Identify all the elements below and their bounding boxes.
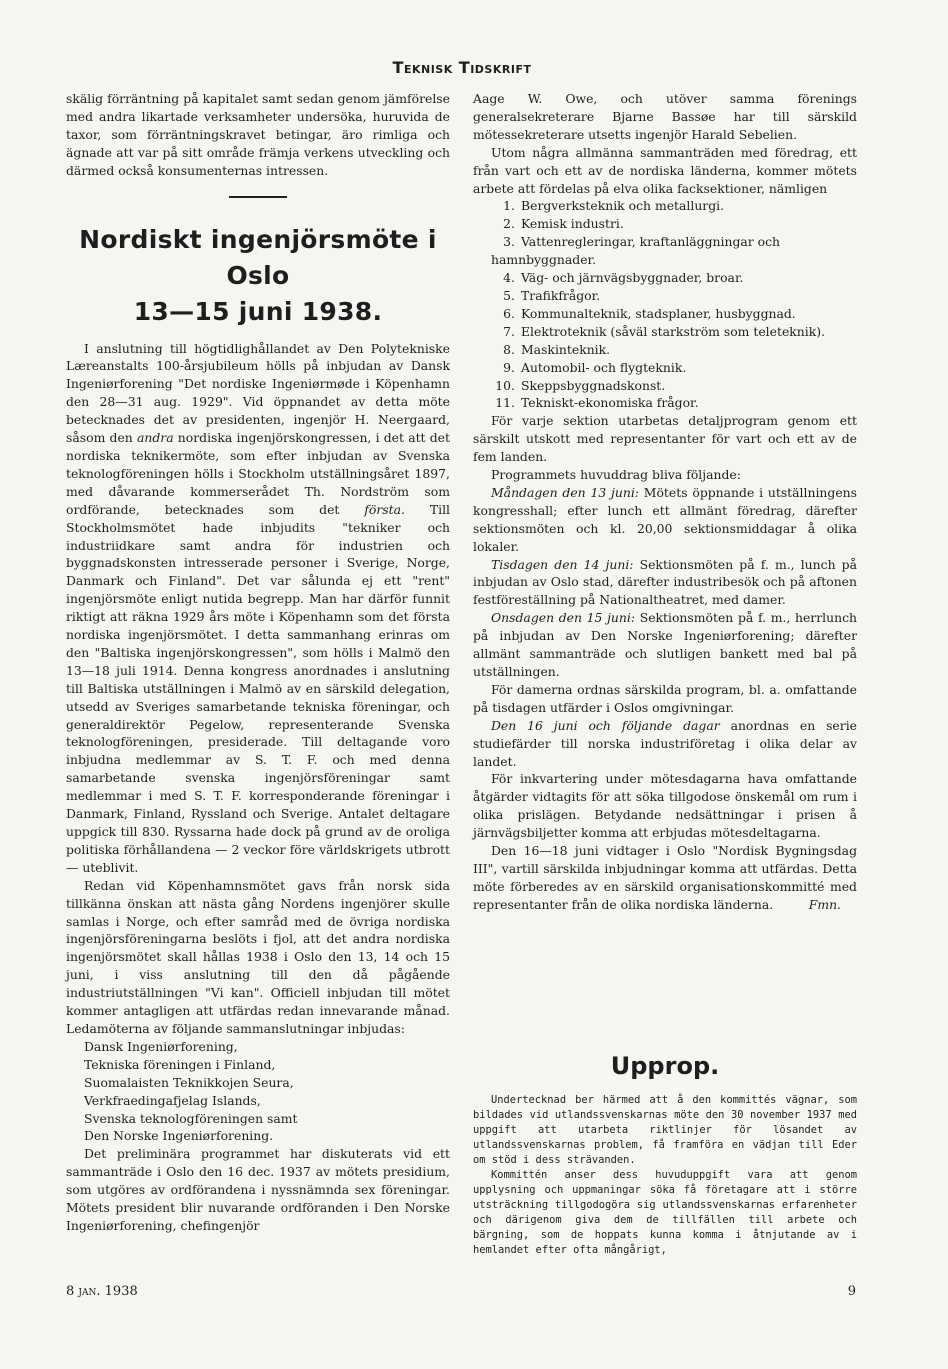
article-paragraph-8: För damerna ordnas särskilda program, bl. a. omfattande på tisdagen utfärder i Oslos omgivningar. — [473, 681, 857, 715]
text-run: anordnas en serie studiefärder till norska industriföretag i olika delar av landet. — [473, 717, 857, 769]
section-number: 10. — [495, 377, 515, 393]
section-title: Tekniskt-ekonomiska frågor. — [521, 395, 699, 411]
emphasis: första. — [364, 501, 405, 517]
section-item — [473, 359, 857, 377]
organisation-item: Den Norske Ingeniørforening. — [84, 1128, 274, 1144]
section-item — [473, 323, 857, 341]
upprop-paragraph-2: Kommittén anser dess huvuduppgift vara att genom upplysning och uppmaningar söka få företagare att i större utsträckning tillgodogöra sig utlandssvenskarnas erfarenheter och därigenom giva dem de tillfällen till arbete och bärgning, som de hoppats kunna komma i åtnjutande av i hemlandet efter ofta mångårigt, — [473, 1169, 857, 1256]
article-paragraph-5: Utom några allmänna sammanträden med föredrag, ett från vart och ett av de nordiska länderna, kommer mötets arbete att fördelas på elva olika facksektioner, nämligen — [473, 144, 857, 196]
section-title: Automobil- och flygteknik. — [521, 359, 687, 375]
footer-date: 8 jan. 1938 — [66, 1284, 138, 1299]
organisation-list — [66, 1038, 450, 1145]
section-title: Trafikfrågor. — [521, 287, 601, 303]
section-item — [473, 197, 857, 215]
section-item — [473, 233, 857, 269]
section-number: 6. — [503, 305, 515, 321]
right-column — [473, 90, 857, 914]
section-number: 2. — [503, 216, 515, 232]
article-paragraph-7: Programmets huvuddrag bliva följande: — [491, 467, 741, 483]
organisation-item: Tekniska föreningen i Finland, — [84, 1056, 276, 1072]
article-paragraph-2: Redan vid Köpenhamnsmötet gavs från norsk sida tillkänna önskan att nästa gång Nordens ingenjörer skulle samlas i Norge, och efter samråd med de övriga nordiska ingenjörsföreningarna beslöts i fjol, att det andra nordiska ingenjörsmötet skall hållas 1938 i Oslo den 13, 14 och 15 juni, i viss anslutning till den då pågående industriutställningen "Vi kan". Officiell inbjudan till mötet kommer antagligen att utfärdas redan innevarande månad. Ledamöterna av följande sammanslutningar inbjudas: — [66, 877, 450, 1036]
section-title: Skeppsbyggnadskonst. — [521, 377, 666, 393]
organisation-item: Dansk Ingeniørforening, — [84, 1038, 238, 1054]
section-title: Bergverksteknik och metallurgi. — [521, 198, 725, 214]
article-paragraph-11 — [473, 842, 857, 914]
section-title: Kemisk industri. — [521, 216, 624, 232]
section-number: 5. — [503, 287, 515, 303]
article-paragraph-6: För varje sektion utarbetas detaljprogram genom ett särskilt utskott med representanter för vart och ett av de fem landen. — [473, 413, 857, 465]
section-number: 7. — [503, 323, 515, 339]
emphasis: andra — [136, 430, 174, 446]
heading-line-2: 13—15 juni 1938. — [133, 296, 383, 326]
text-run: Sektionsmöten på f. m., herrlunch på inbjudan av Den Norske Ingeniørforening; därefter allmänt sammanträde och slutligen bankett med bal på utställningen. — [473, 610, 857, 679]
text-run: Mötets öppnande i utställningens kongresshall; efter lunch ett allmänt föredrag, därefter sektionsmöten och kl. 20,00 sektionsmiddagar å olika lokaler. — [473, 484, 857, 554]
section-number: 9. — [503, 359, 515, 375]
article-paragraph-10: För inkvartering under mötesdagarna hava omfattande åtgärder vidtagits för att söka tillgodose önskemål om rum i olika prislägen. Betydande nedsättningar i prisen å järnvägsbiljetter komma att erbjudas mötesdeltagarna. — [473, 771, 857, 841]
emphasis: Tisdagen den 14 juni: — [491, 556, 634, 572]
upprop-heading: Upprop. — [610, 1052, 720, 1080]
section-title: Vattenregleringar, kraftanläggningar och hamnbyggnader. — [491, 234, 781, 268]
organisation-item: Verkfraedingafjelag Islands, — [84, 1092, 261, 1108]
intro-paragraph: skälig förräntning på kapitalet samt sedan genom jämförelse med andra likartade verksamheter undersöka, huruvida de taxor, som förräntningskravet betingar, äro rimliga och ägnade att var på sitt område främja verkens utveckling och därmed också konsumenternas intressen. — [66, 91, 450, 178]
text-run: Sektionsmöten på f. m., lunch på inbjudan av Oslo stad, därefter industribesök och på aftonen festföreställning på Nationaltheatret, med damer. — [473, 556, 857, 608]
section-item — [473, 287, 857, 305]
section-title: Maskinteknik. — [521, 341, 611, 357]
program-day-3 — [473, 609, 857, 681]
section-item — [473, 341, 857, 359]
section-item — [473, 215, 857, 233]
section-item — [473, 305, 857, 323]
emphasis: Onsdagen den 15 juni: — [491, 610, 636, 626]
section-number: 11. — [495, 395, 515, 411]
section-item — [473, 269, 857, 287]
section-title: Väg- och järnvägsbyggnader, broar. — [521, 270, 744, 286]
text-run: I anslutning till högtidlighållandet av Den Polytekniske Læreanstalts 100-årsjubileum hölls på inbjudan av Dansk Ingeniørforening "Det nordiske Ingeniørmøde i Köpenhamn den 28—31 aug. 1929". Vid öppnandet av detta möte betecknades det av presidenten, ingenjör H. Neergaard, såsom den — [66, 340, 450, 446]
page-number: 9 — [847, 1284, 856, 1299]
emphasis: Den 16 juni och följande dagar — [491, 717, 720, 733]
program-day-2 — [473, 556, 857, 610]
section-number: 4. — [503, 270, 515, 286]
article-paragraph-3: Det preliminära programmet har diskuterats vid ett sammanträde i Oslo den 16 dec. 1937 av mötets presidium, som utgöres av ordförandena i nyssnämnda sex föreningar. Mötets president blir nuvarande ordföranden i Den Norske Ingeniørforening, chefingenjör — [66, 1146, 450, 1233]
section-number: 1. — [503, 198, 515, 214]
section-item — [473, 394, 857, 412]
article-paragraph-4: Aage W. Owe, och utöver samma förenings generalsekreterare Bjarne Bassøe har till särskild mötessekreterare utsetts ingenjör Harald Sebelien. — [473, 91, 857, 142]
text-run: Till Stockholmsmötet hade inbjudits "tekniker och industriidkare samt andra för industrien och byggnadskonsten intresserade personer i Sverige, Norge, Danmark och Finland". Det var sålunda ej ett "rent" ingenjörsmöte enligt nutida begrepp. Man har därför funnit riktigt att räkna 1929 års möte i Köpenhamn som det första nordiska ingenjörsmötet. I detta sammanhang erinras om den "Baltiska ingenjörskongressen", som hölls i Malmö den 13—18 juli 1914. Denna kongress anordnades i anslutning till Baltiska utställningen i Malmö av en särskild delegation, utsedd av Sveriges samarbetande tekniska föreningar, och generaldirektör Pegelow, representerande Svenska teknologföreningen, presiderade. Till deltagande voro inbjudna medlemmar av S. T. F. och med denna samarbetande svenska ingenjörsföreningar samt medlemmar i med S. T. F. korresponderande föreningar i Danmark, Finland, Ryssland och Sverige. Antalet deltagare uppgick till 830. Ryssarna hade dock på grund av de oroliga politiska förhållandena — 2 veckor före världskrigets utbrott — uteblivit. — [66, 501, 450, 875]
section-title: Kommunalteknik, stadsplaner, husbyggnad. — [521, 305, 796, 321]
article-heading — [66, 222, 450, 330]
upprop-paragraph-1: Undertecknad ber härmed att å den kommittés vägnar, som bildades vid utlandssvenskarnas möte den 30 november 1937 med uppgift att utarbeta riktlinjer för lösandet av utlandssvenskarnas problem, få framföra en vädjan till Eder om stöd i dess strävanden. — [473, 1094, 857, 1166]
section-number: 8. — [503, 341, 515, 357]
section-divider — [229, 196, 287, 198]
section-title: Elektroteknik (såväl starkström som teleteknik). — [521, 323, 826, 339]
journal-masthead: Teknisk Tidskrift — [392, 58, 532, 77]
organisation-item: Svenska teknologföreningen samt — [84, 1110, 298, 1126]
author-signature: Fmn. — [808, 896, 841, 912]
emphasis: Måndagen den 13 juni: — [491, 484, 639, 500]
organisation-item: Suomalaisten Teknikkojen Seura, — [84, 1074, 294, 1090]
section-item — [473, 377, 857, 395]
article-paragraph-9 — [473, 717, 857, 771]
upprop-body — [473, 1093, 857, 1258]
section-number: 3. — [503, 234, 515, 250]
program-day-1 — [473, 484, 857, 556]
section-list — [473, 197, 857, 412]
article-paragraph-1 — [66, 340, 450, 877]
text-run: Den 16—18 juni vidtager i Oslo "Nordisk Bygningsdag III", vartill särskilda inbjudningar komma att utfärdas. Detta möte förberedes av en särskild organisationskommitté med representanter från de olika nordiska länderna. — [473, 843, 857, 912]
left-column — [66, 90, 450, 1235]
text-run: nordiska ingenjörskongressen, i det att det nordiska teknikermöte, som efter inbjudan av Svenska teknologföreningen hölls i Stockholm utställningsåret 1897, med dåvarande kommerserådet Th. Nordström som ordförande, betecknades som det — [66, 430, 450, 517]
heading-line-1: Nordiskt ingenjörsmöte i Oslo — [79, 224, 437, 290]
